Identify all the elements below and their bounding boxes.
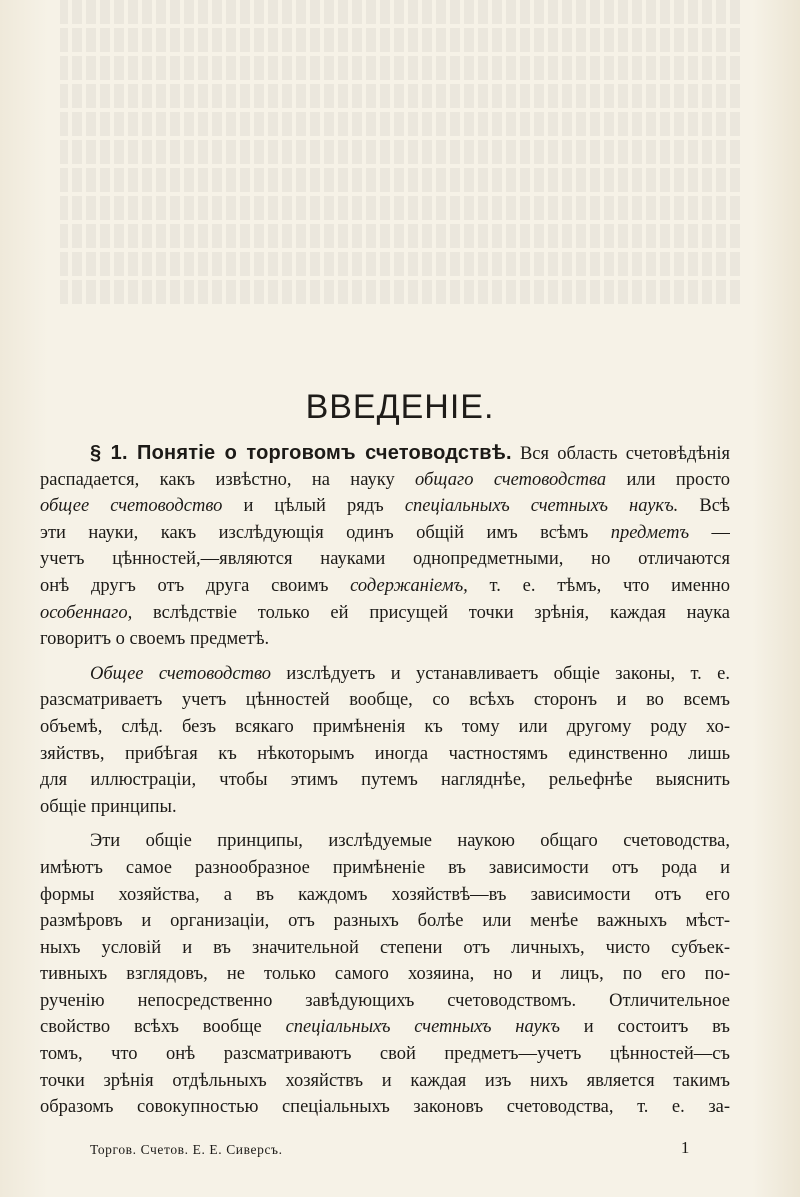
text-line: точки зрѣнія отдѣльныхъ хозяйствъ и каждая изъ нихъ является такимъ <box>40 1070 730 1091</box>
text-span: или просто <box>606 469 730 490</box>
text-line: имѣютъ самое разнообразное примѣненіе въ зависимости отъ рода и <box>40 857 730 878</box>
page-number: 1 <box>680 1138 690 1157</box>
bleed-line <box>60 112 740 136</box>
text-line: образомъ совокупностью спеціальныхъ законовъ счетоводства, т. е. за- <box>40 1097 730 1118</box>
bleed-line <box>60 140 740 164</box>
text-line: формы хозяйства, а въ каждомъ хозяйствѣ—въ зависимости отъ его <box>40 884 730 905</box>
text-span: распадается, какъ извѣстно, на науку <box>40 469 416 490</box>
text-line: для иллюстраціи, чтобы этимъ путемъ нагляднѣе, рельефнѣе выяснить <box>40 770 730 791</box>
text-line <box>40 573 730 600</box>
text-line: рученію непосредственно завѣдующихъ счетоводствомъ. Отличительное <box>40 990 730 1011</box>
page-footer <box>90 1140 690 1160</box>
text-line: общіе принципы. <box>40 796 177 817</box>
text-line: тивныхъ взглядовъ, не только самого хозяина, но и лицъ, по его по- <box>40 964 730 985</box>
italic-span: предметъ <box>610 522 690 543</box>
text-line <box>40 1014 730 1041</box>
text-line: объемѣ, слѣд. безъ всякаго примѣненія къ тому или другому роду хо- <box>40 716 730 737</box>
bleed-through-text <box>60 0 740 330</box>
text-span: свойство всѣхъ вообще <box>40 1017 286 1038</box>
bleed-line <box>60 84 740 108</box>
paragraph-2 <box>40 661 730 821</box>
italic-span: особеннаго, <box>40 602 133 623</box>
bleed-line <box>60 168 740 192</box>
text-line: ныхъ условій и въ значительной степени отъ личныхъ, чисто субъек- <box>40 937 730 958</box>
text-line <box>40 661 730 688</box>
bleed-line <box>60 224 740 248</box>
text-line: размѣровъ и организаціи, отъ разныхъ болѣе или менѣе важныхъ мѣст- <box>40 911 730 932</box>
italic-span: содержаніемъ, <box>350 575 468 596</box>
paragraph-1 <box>40 440 730 653</box>
italic-span: Общее счетоводство <box>90 663 272 684</box>
italic-span: спеціальныхъ счетныхъ наукъ. <box>404 496 679 517</box>
text-span: онѣ другъ отъ друга своимъ <box>40 575 351 596</box>
text-line <box>40 493 730 520</box>
text-span: — <box>689 522 730 543</box>
text-line <box>40 600 730 627</box>
italic-span: спеціальныхъ счетныхъ наукъ <box>285 1017 560 1038</box>
bleed-line <box>60 0 740 24</box>
section-heading: § 1. Понятіе о торговомъ счетоводствѣ. <box>90 442 512 464</box>
bleed-line <box>60 28 740 52</box>
chapter-title: ВВЕДЕНІЕ. <box>305 388 495 426</box>
text-line: разсматриваетъ учетъ цѣнностей вообще, со всѣхъ сторонъ и во всемъ <box>40 690 730 711</box>
text-line <box>40 440 730 467</box>
paragraph-gap <box>40 653 730 661</box>
text-line: учетъ цѣнностей,—являются науками однопредметными, но отличаются <box>40 549 730 570</box>
text-line: томъ, что онѣ разсматриваютъ свой предметъ—учетъ цѣнностей—съ <box>40 1044 730 1065</box>
text-span: Вся область счетовѣдѣнія <box>511 444 730 464</box>
bleed-line <box>60 280 740 304</box>
body-text <box>40 440 730 1121</box>
italic-span: общее счетоводство <box>40 496 223 517</box>
text-span: Всѣ <box>678 496 730 517</box>
text-span: и состоитъ въ <box>559 1017 730 1038</box>
text-line <box>40 467 730 494</box>
italic-span: общаго счетоводства <box>415 469 607 490</box>
footer-signature: Торгов. Счетов. Е. Е. Сиверсъ. <box>90 1142 283 1157</box>
text-span: т. е. тѣмъ, что именно <box>467 575 730 596</box>
text-line: говоритъ о своемъ предметѣ. <box>40 629 270 650</box>
bleed-line <box>60 252 740 276</box>
paragraph-gap <box>40 820 730 828</box>
text-line <box>40 520 730 547</box>
text-span: эти науки, какъ изслѣдующія одинъ общій имъ всѣмъ <box>40 522 611 543</box>
bleed-line <box>60 196 740 220</box>
paragraph-3 <box>40 828 730 1121</box>
text-span: изслѣдуетъ и устанавливаетъ общіе законы, т. е. <box>271 663 730 684</box>
text-span: вслѣдствіе только ей присущей точки зрѣнія, каждая наука <box>132 602 730 623</box>
text-span: и цѣлый рядъ <box>222 496 405 517</box>
text-line: Эти общіе принципы, изслѣдуемые наукою общаго счетоводства, <box>90 831 730 852</box>
bleed-line <box>60 56 740 80</box>
text-line: зяйствъ, прибѣгая къ нѣкоторымъ иногда частностямъ единственно лишь <box>40 743 730 764</box>
